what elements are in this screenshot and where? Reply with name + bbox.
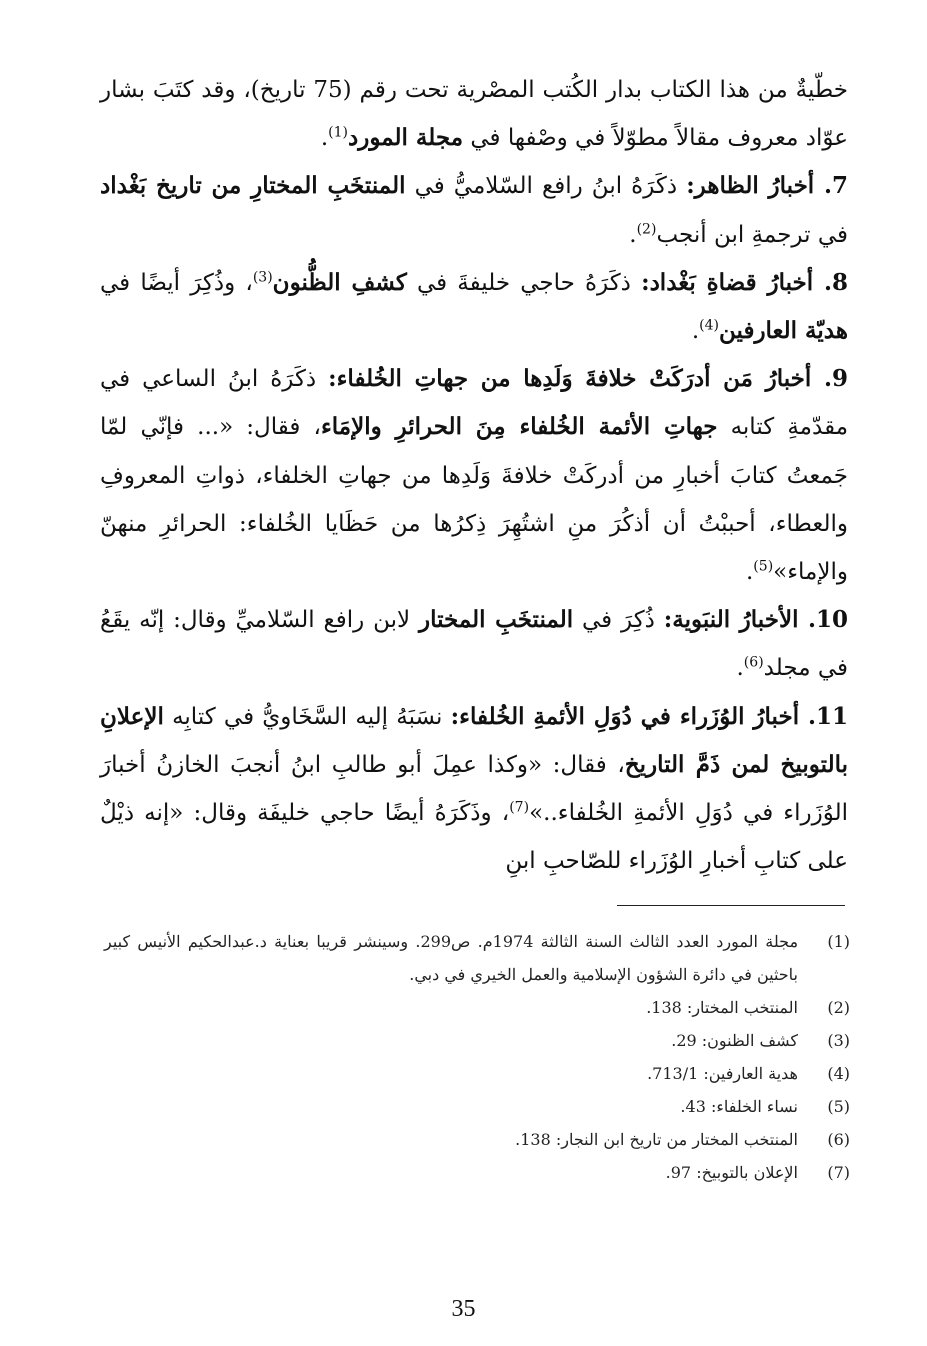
item-9-emphasis: جهاتِ الأئمة الخُلفاء مِنَ الحرائرِ والإمَاء: [320, 413, 718, 441]
footnote-ref-7[interactable]: (7): [509, 799, 530, 816]
footnote-ref-6[interactable]: (6): [743, 654, 764, 671]
item-9-quote: ، فقال: «... فإنّي لمّا جَمعتُ كتابَ أخبارِ من أدركَتْ خلافةَ وَلَدِها من جهاتِ الخلفاء، ذواتِ المعروفِ والعطاء، أحببْتُ أن أذكُرَ منِ اشتُهِرَ ذِكرُها من حَظَايا الخُلفاء: الحرائرِ منهنّ والإماء»: [100, 414, 848, 586]
intro-emphasis: مجلة المورد: [348, 124, 464, 152]
footnote-number: (4): [827, 1064, 850, 1083]
item-11-quote: ، فقال: «وكذا عمِلَ أبو طالبِ ابنُ أنجبَ الخازنُ أخبارَ الوُزَراء في دُوَلِ الأئمةِ الخُلفاء..»: [100, 751, 848, 827]
item-7-end: .: [629, 221, 637, 248]
intro-end: .: [320, 125, 329, 152]
footnote-ref-2[interactable]: (2): [636, 220, 657, 237]
footnote-divider: [617, 905, 845, 906]
footnote-text: مجلة المورد العدد الثالث السنة الثالثة 1974م. ص299. وسينشر قريبا بعناية د.عبدالحكيم الأنيس كبير باحثين في دائرة الشؤون الإسلامية والعمل الخيري في دبي.: [104, 932, 799, 984]
intro-text: خطّيةٌ من هذا الكتاب بدار الكُتب المصْرية تحت رقم (75 تاريخ)، وقد كتَبَ بشار عوّاد معروف مقالاً مطوّلاً في وصْفها في: [100, 77, 848, 152]
paragraph-item-10: [100, 596, 848, 692]
item-8-emphasis-1: كشفِ الظُّنون: [272, 268, 407, 296]
item-10-text-b: لابن رافع السّلاميِّ وقال: إنّه يقَعُ في مجلد: [100, 607, 848, 682]
footnotes-section: [104, 925, 850, 1189]
footnote-ref-3[interactable]: (3): [252, 269, 273, 286]
footnote-number: (3): [827, 1031, 850, 1050]
main-text-body: [100, 66, 848, 885]
footnote-number: (1): [827, 932, 850, 951]
item-8-emphasis-2: هديّة العارفين: [719, 317, 848, 345]
footnote-text: المنتخب المختار من تاريخ ابن النجار: 138.: [515, 1130, 798, 1149]
paragraph-item-8: [100, 259, 848, 355]
item-11-text-c: ، وذَكَرَهُ أيضًا حاجي خليفَة وقال: «إنه ذيْلٌ على كتابِ أخبارِ الوُزَراء للصّاحبِ ابنِ: [100, 800, 848, 875]
item-11-emphasis: الإعلانِ بالتوبيخ لمن ذَمَّ التاريخ: [100, 702, 848, 778]
paragraph-item-11: [100, 693, 848, 886]
item-11-text-a: نسَبَهُ إليه السَّخَاويُّ في كتابِه: [172, 703, 443, 730]
footnote-2: [104, 991, 850, 1024]
item-7-emphasis: المنتخَبِ المختارِ من تاريخ بَغْداد: [100, 172, 406, 200]
item-10-emphasis: المنتخَبِ المختار: [418, 606, 574, 634]
item-7-heading: 7. أخبارُ الظاهر:: [686, 172, 848, 200]
footnote-ref-4[interactable]: (4): [699, 317, 719, 334]
paragraph-item-7: [100, 162, 848, 258]
footnote-3: [104, 1024, 850, 1057]
item-9-heading: 9. أخبارُ مَن أدرَكَتْ خلافةَ وَلَدِها من جهاتِ الخُلفاء:: [328, 365, 848, 393]
footnote-text: المنتخب المختار: 138.: [646, 998, 798, 1017]
footnote-number: (6): [827, 1130, 850, 1149]
page-number: 35: [451, 1296, 476, 1322]
footnote-text: نساء الخلفاء: 43.: [680, 1097, 798, 1116]
item-10-text-a: ذُكِرَ في: [581, 607, 655, 634]
footnote-ref-5[interactable]: (5): [753, 558, 774, 575]
footnote-ref-1[interactable]: (1): [328, 124, 348, 141]
footnote-7: [104, 1156, 850, 1189]
item-8-heading: 8. أخبارُ قضاةِ بَغْداد:: [641, 268, 849, 296]
item-10-end: .: [736, 655, 744, 682]
item-9-text-a: ذكَرَهُ ابنُ الساعي في مقدّمةِ كتابه: [100, 366, 849, 441]
item-10-heading: 10. الأخبارُ النبَوية:: [663, 606, 849, 634]
footnote-text: الإعلان بالتوبيخ: 97.: [665, 1163, 798, 1182]
footnote-text: هدية العارفين: 713/1.: [647, 1064, 798, 1083]
item-9-end: .: [745, 559, 754, 586]
item-8-end: .: [691, 318, 700, 345]
paragraph-item-9: [100, 355, 848, 596]
footnote-number: (7): [827, 1163, 850, 1182]
item-7-text-b: في ترجمةِ ابن أنجب: [656, 221, 848, 248]
item-11-heading: 11. أخبارُ الوُزَراء في دُوَلِ الأئمةِ الخُلفاء:: [450, 702, 849, 730]
item-8-text-b: ، وذُكِرَ أيضًا في: [100, 269, 253, 296]
item-8-text-a: ذكَرَهُ حاجي خليفةَ في: [416, 269, 631, 296]
footnote-number: (5): [827, 1097, 850, 1116]
footnote-6: [104, 1123, 850, 1156]
footnote-text: كشف الظنون: 29.: [671, 1031, 798, 1050]
paragraph-intro: [100, 66, 848, 162]
footnote-1: [104, 925, 850, 991]
footnote-number: (2): [827, 998, 850, 1017]
footnote-5: [104, 1090, 850, 1123]
item-7-text-a: ذكَرَهُ ابنُ رافع السّلاميُّ في: [414, 173, 678, 200]
footnote-4: [104, 1057, 850, 1090]
